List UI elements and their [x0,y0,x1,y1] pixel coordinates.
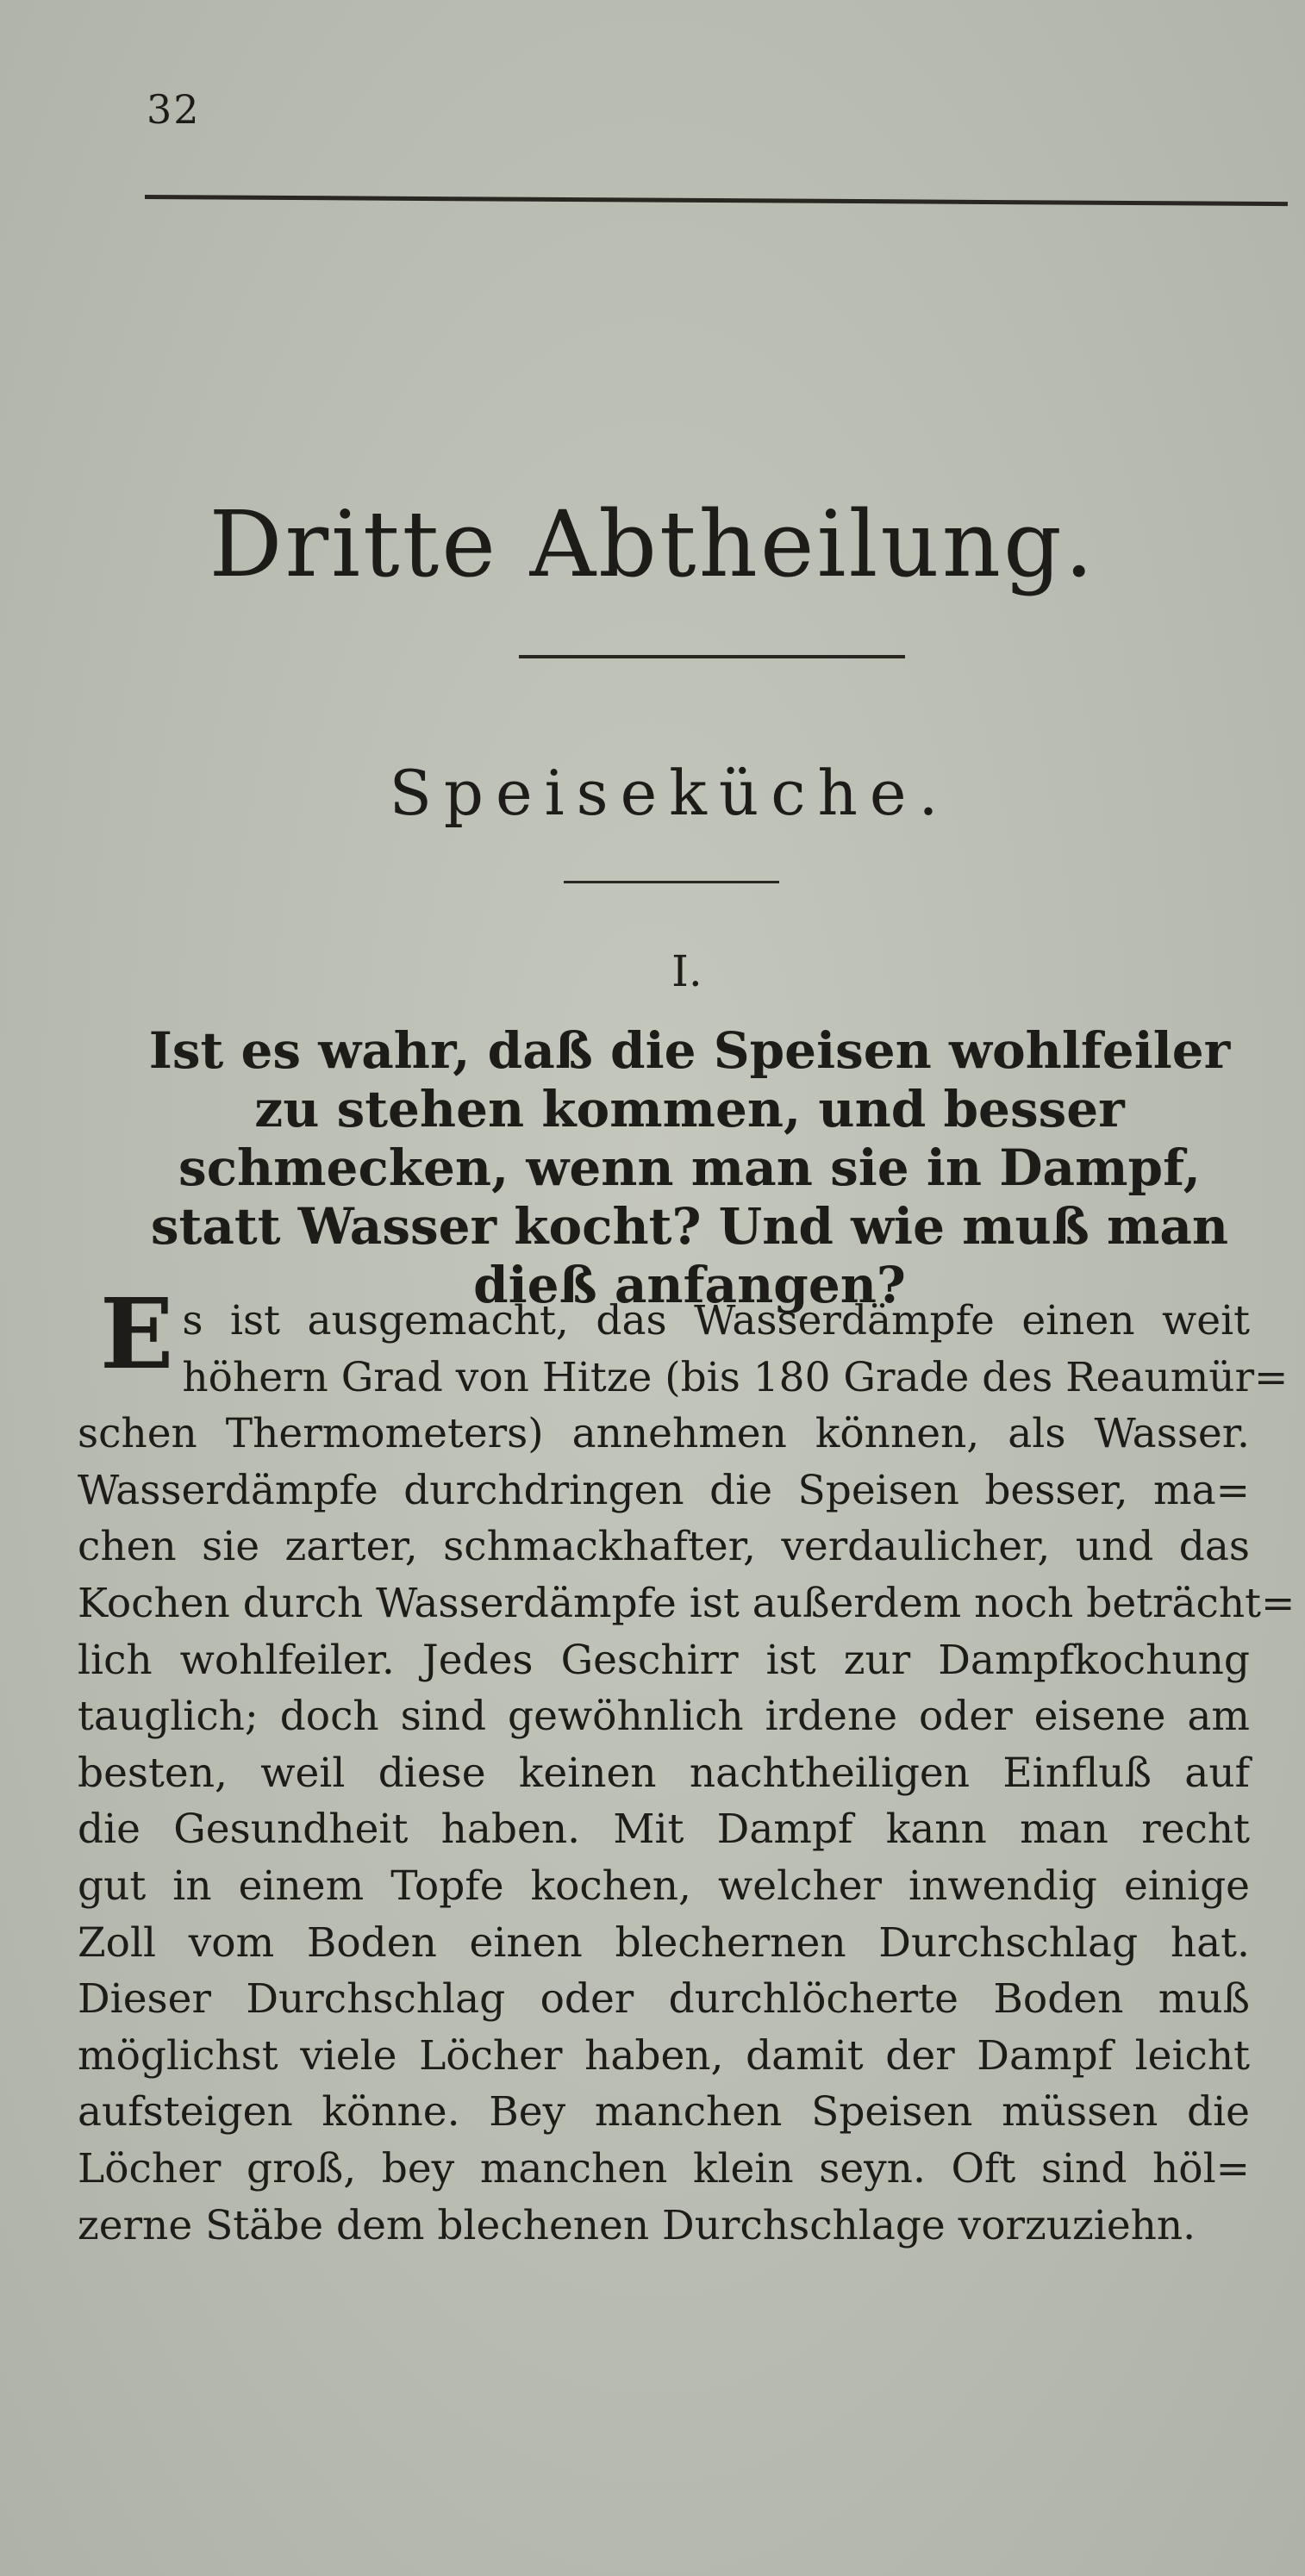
body-line: Löcher groß, bey manchen klein seyn. Oft sind höl= [78,2144,1250,2192]
body-line: besten, weil diese keinen nachtheiligen Einfluß auf [78,1749,1250,1797]
body-line: höhern Grad von Hitze (bis 180 Grade des Reaumür= [182,1353,1289,1401]
body-line: Wasserdämpfe durchdringen die Speisen besser, ma= [78,1466,1250,1514]
body-line: Kochen durch Wasserdämpfe ist außerdem noch beträcht= [78,1579,1296,1627]
body-line: zerne Stäbe dem blechenen Durchschlage vorzuziehn. [78,2201,1196,2249]
header-rule [145,195,1288,206]
drop-cap: E [100,1278,174,1391]
chapter-subtitle: Speiseküche. [389,757,951,829]
body-line: lich wohlfeiler. Jedes Geschirr ist zur Dampfkochung [78,1636,1250,1684]
body-line: schen Thermometers) annehmen können, als Wasser. [78,1410,1250,1458]
body-paragraph [78,1278,1296,2254]
body-line: s ist ausgemacht, das Wasserdämpfe einen weit [182,1297,1250,1344]
body-line: die Gesundheit haben. Mit Dampf kann man recht [78,1806,1250,1854]
body-line: möglichst viele Löcher haben, damit der Dampf leicht [78,2031,1250,2080]
title-divider [519,655,905,658]
body-line: aufsteigen könne. Bey manchen Speisen müssen die [78,2088,1250,2136]
body-line: gut in einem Topfe kochen, welcher inwendig einige [78,1862,1250,1910]
page-number: 32 [147,86,201,133]
question-heading: Ist es wahr, daß die Speisen wohlfeiler zu stehen kommen, und besser schmecken, wenn man sie in Dampf, statt Wasser kocht? Und wie muß man dieß anfangen? [148,1021,1231,1314]
section-number: I. [671,946,702,996]
subtitle-divider [564,881,779,883]
body-line: Zoll vom Boden einen blechernen Durchschlag hat. [78,1918,1250,1967]
section-title: Dritte Abtheilung. [209,491,1096,597]
body-line: chen sie zarter, schmackhafter, verdaulicher, und das [78,1523,1250,1571]
body-line: tauglich; doch sind gewöhnlich irdene oder eisene am [78,1693,1250,1741]
body-line: Dieser Durchschlag oder durchlöcherte Boden muß [78,1975,1250,2024]
